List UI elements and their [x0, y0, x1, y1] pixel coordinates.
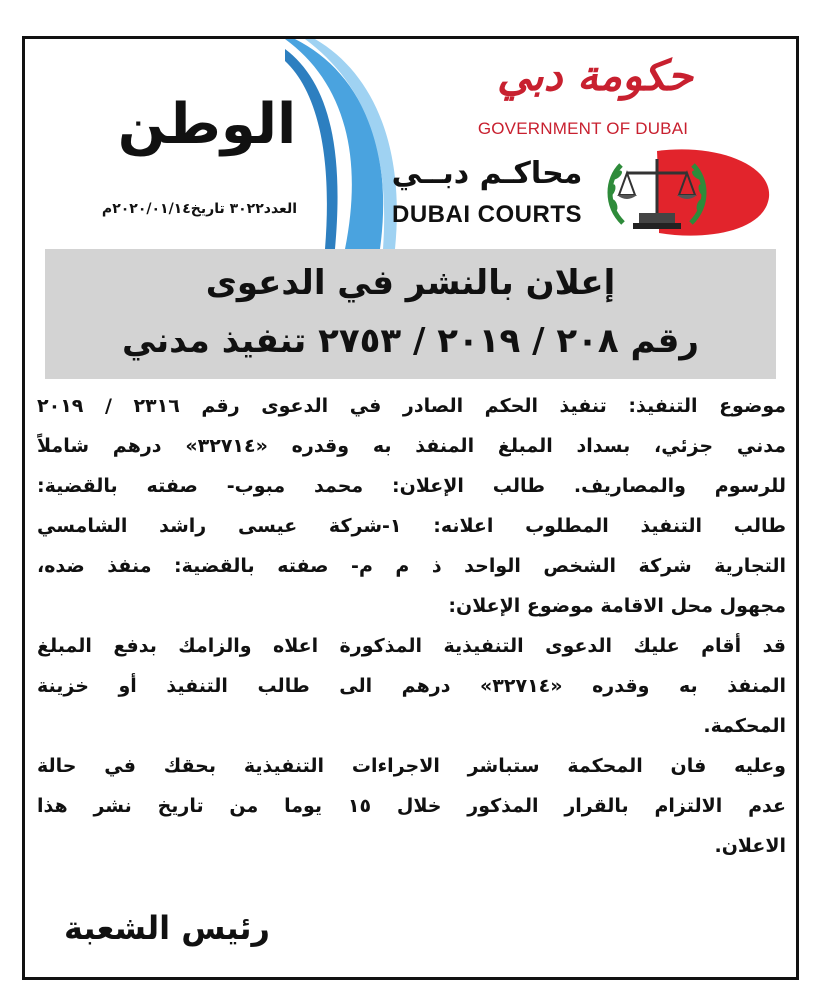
case-number: رقم ٢٠٨ / ٢٠١٩ / ٢٧٥٣ تنفيذ مدني — [122, 321, 699, 361]
scales-emblem-icon — [597, 145, 772, 241]
body-line: طالب التنفيذ المطلوب اعلانه: ١-شركة عيسى راشد الشامسي — [37, 515, 786, 537]
body-line: مدني جزئي، بسداد المبلغ المنفذ به وقدره «٣٢٧١٤» درهم شاملاً — [37, 435, 786, 457]
government-arabic-logo: حكومة دبي — [497, 51, 693, 100]
banner-title: إعلان بالنشر في الدعوى — [205, 263, 616, 303]
government-english-label: GOVERNMENT OF DUBAI — [477, 119, 689, 138]
body-line: للرسوم والمصاريف. طالب الإعلان: محمد مبوب- صفته بالقضية: — [37, 475, 786, 497]
body-line: قد أقام عليك الدعوى التنفيذية المذكورة اعلاه والزامك بدفع المبلغ — [37, 635, 786, 657]
body-line: الاعلان. — [714, 835, 786, 857]
body-line: مجهول محل الاقامة موضوع الإعلان: — [448, 595, 786, 617]
body-line: موضوع التنفيذ: تنفيذ الحكم الصادر في الدعوى رقم ٢٣١٦ / ٢٠١٩ — [37, 395, 786, 417]
body-line: وعليه فان المحكمة ستباشر الاجراءات التنفيذية بحقك في حالة — [37, 755, 786, 777]
announcement-body — [37, 386, 786, 866]
body-line: المحكمة. — [703, 715, 786, 737]
body-line: المنفذ به وقدره «٣٢٧١٤» درهم الى طالب التنفيذ أو خزينة — [37, 675, 786, 697]
announcement-frame — [22, 36, 799, 980]
signature-title: رئيس الشعبة — [64, 909, 270, 947]
courts-english-label: DUBAI COURTS — [392, 201, 582, 228]
issue-date: العدد٣٠٢٢ تاريخ٢٠٢٠/٠١/١٤م — [101, 201, 297, 217]
body-line: عدم الالتزام بالقرار المذكور خلال ١٥ يوما من تاريخ نشر هذا — [37, 795, 786, 817]
case-title-banner — [45, 249, 776, 379]
header — [25, 39, 796, 249]
newspaper-logo: الوطن — [117, 92, 297, 157]
body-line: التجارية شركة الشخص الواحد ذ م م- صفته بالقضية: منفذ ضده، — [37, 555, 786, 577]
courts-arabic-label: محاكـم دبــي — [391, 156, 583, 191]
